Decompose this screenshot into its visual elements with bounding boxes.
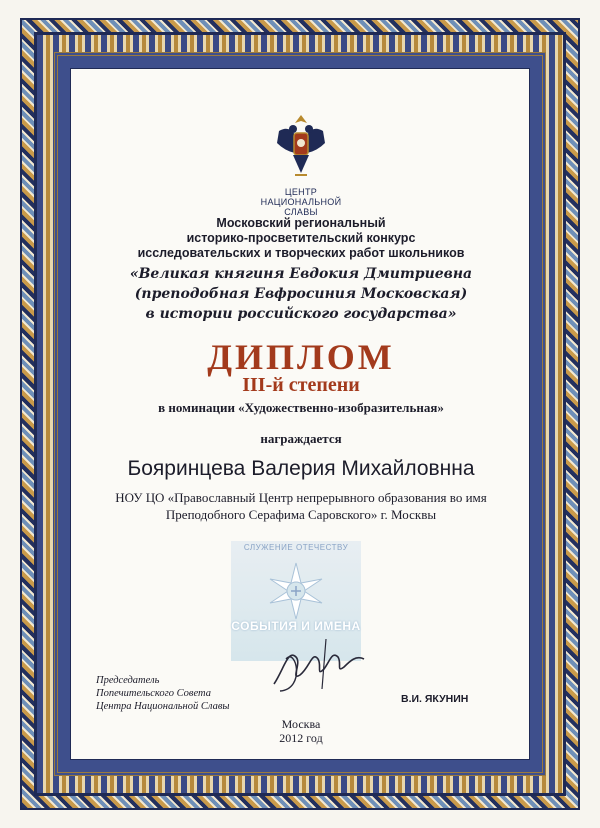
institution-name: НОУ ЦО «Православный Центр непрерывного образования во имя Преподобного Серафима Саровского» г. Москвы: [115, 490, 487, 522]
order-star-icon: [266, 561, 326, 621]
year: 2012 год: [279, 731, 323, 745]
contest-line-1: Московский региональный: [216, 216, 386, 230]
awarded-label: награждается: [260, 431, 342, 446]
watermark-top-text: СЛУЖЕНИЕ ОТЕЧЕСТВУ: [243, 543, 349, 552]
diploma-degree: III-й степени: [242, 374, 360, 396]
diploma-title: ДИПЛОМ: [207, 337, 395, 377]
chair-title: Председатель Попечительского Совета Центра Национальной Славы: [96, 675, 230, 712]
nomination: в номинации «Художественно-изобразительная»: [158, 400, 444, 415]
handwritten-signature-icon: [266, 629, 376, 699]
contest-description: [81, 216, 521, 261]
diploma-content: [70, 68, 530, 760]
contest-theme: «Великая княгиня Евдокия Дмитриевна (преподобная Евфросиния Московская) в истории российского государства»: [129, 266, 473, 322]
watermark-bottom-text: СОБЫТИЯ И ИМЕНА: [231, 619, 361, 633]
contest-line-2: историко-просветительский конкурс: [186, 231, 416, 245]
organization-name: ЦЕНТР НАЦИОНАЛЬНОЙ СЛАВЫ: [260, 187, 342, 217]
recipient-name: Бояринцева Валерия Михайловнна: [127, 457, 475, 480]
double-headed-eagle-emblem-icon: [271, 113, 331, 183]
contest-line-3: исследовательских и творческих работ школьников: [137, 246, 465, 260]
signer-name: В.И. ЯКУНИН: [401, 693, 469, 705]
city: Москва: [281, 717, 321, 731]
